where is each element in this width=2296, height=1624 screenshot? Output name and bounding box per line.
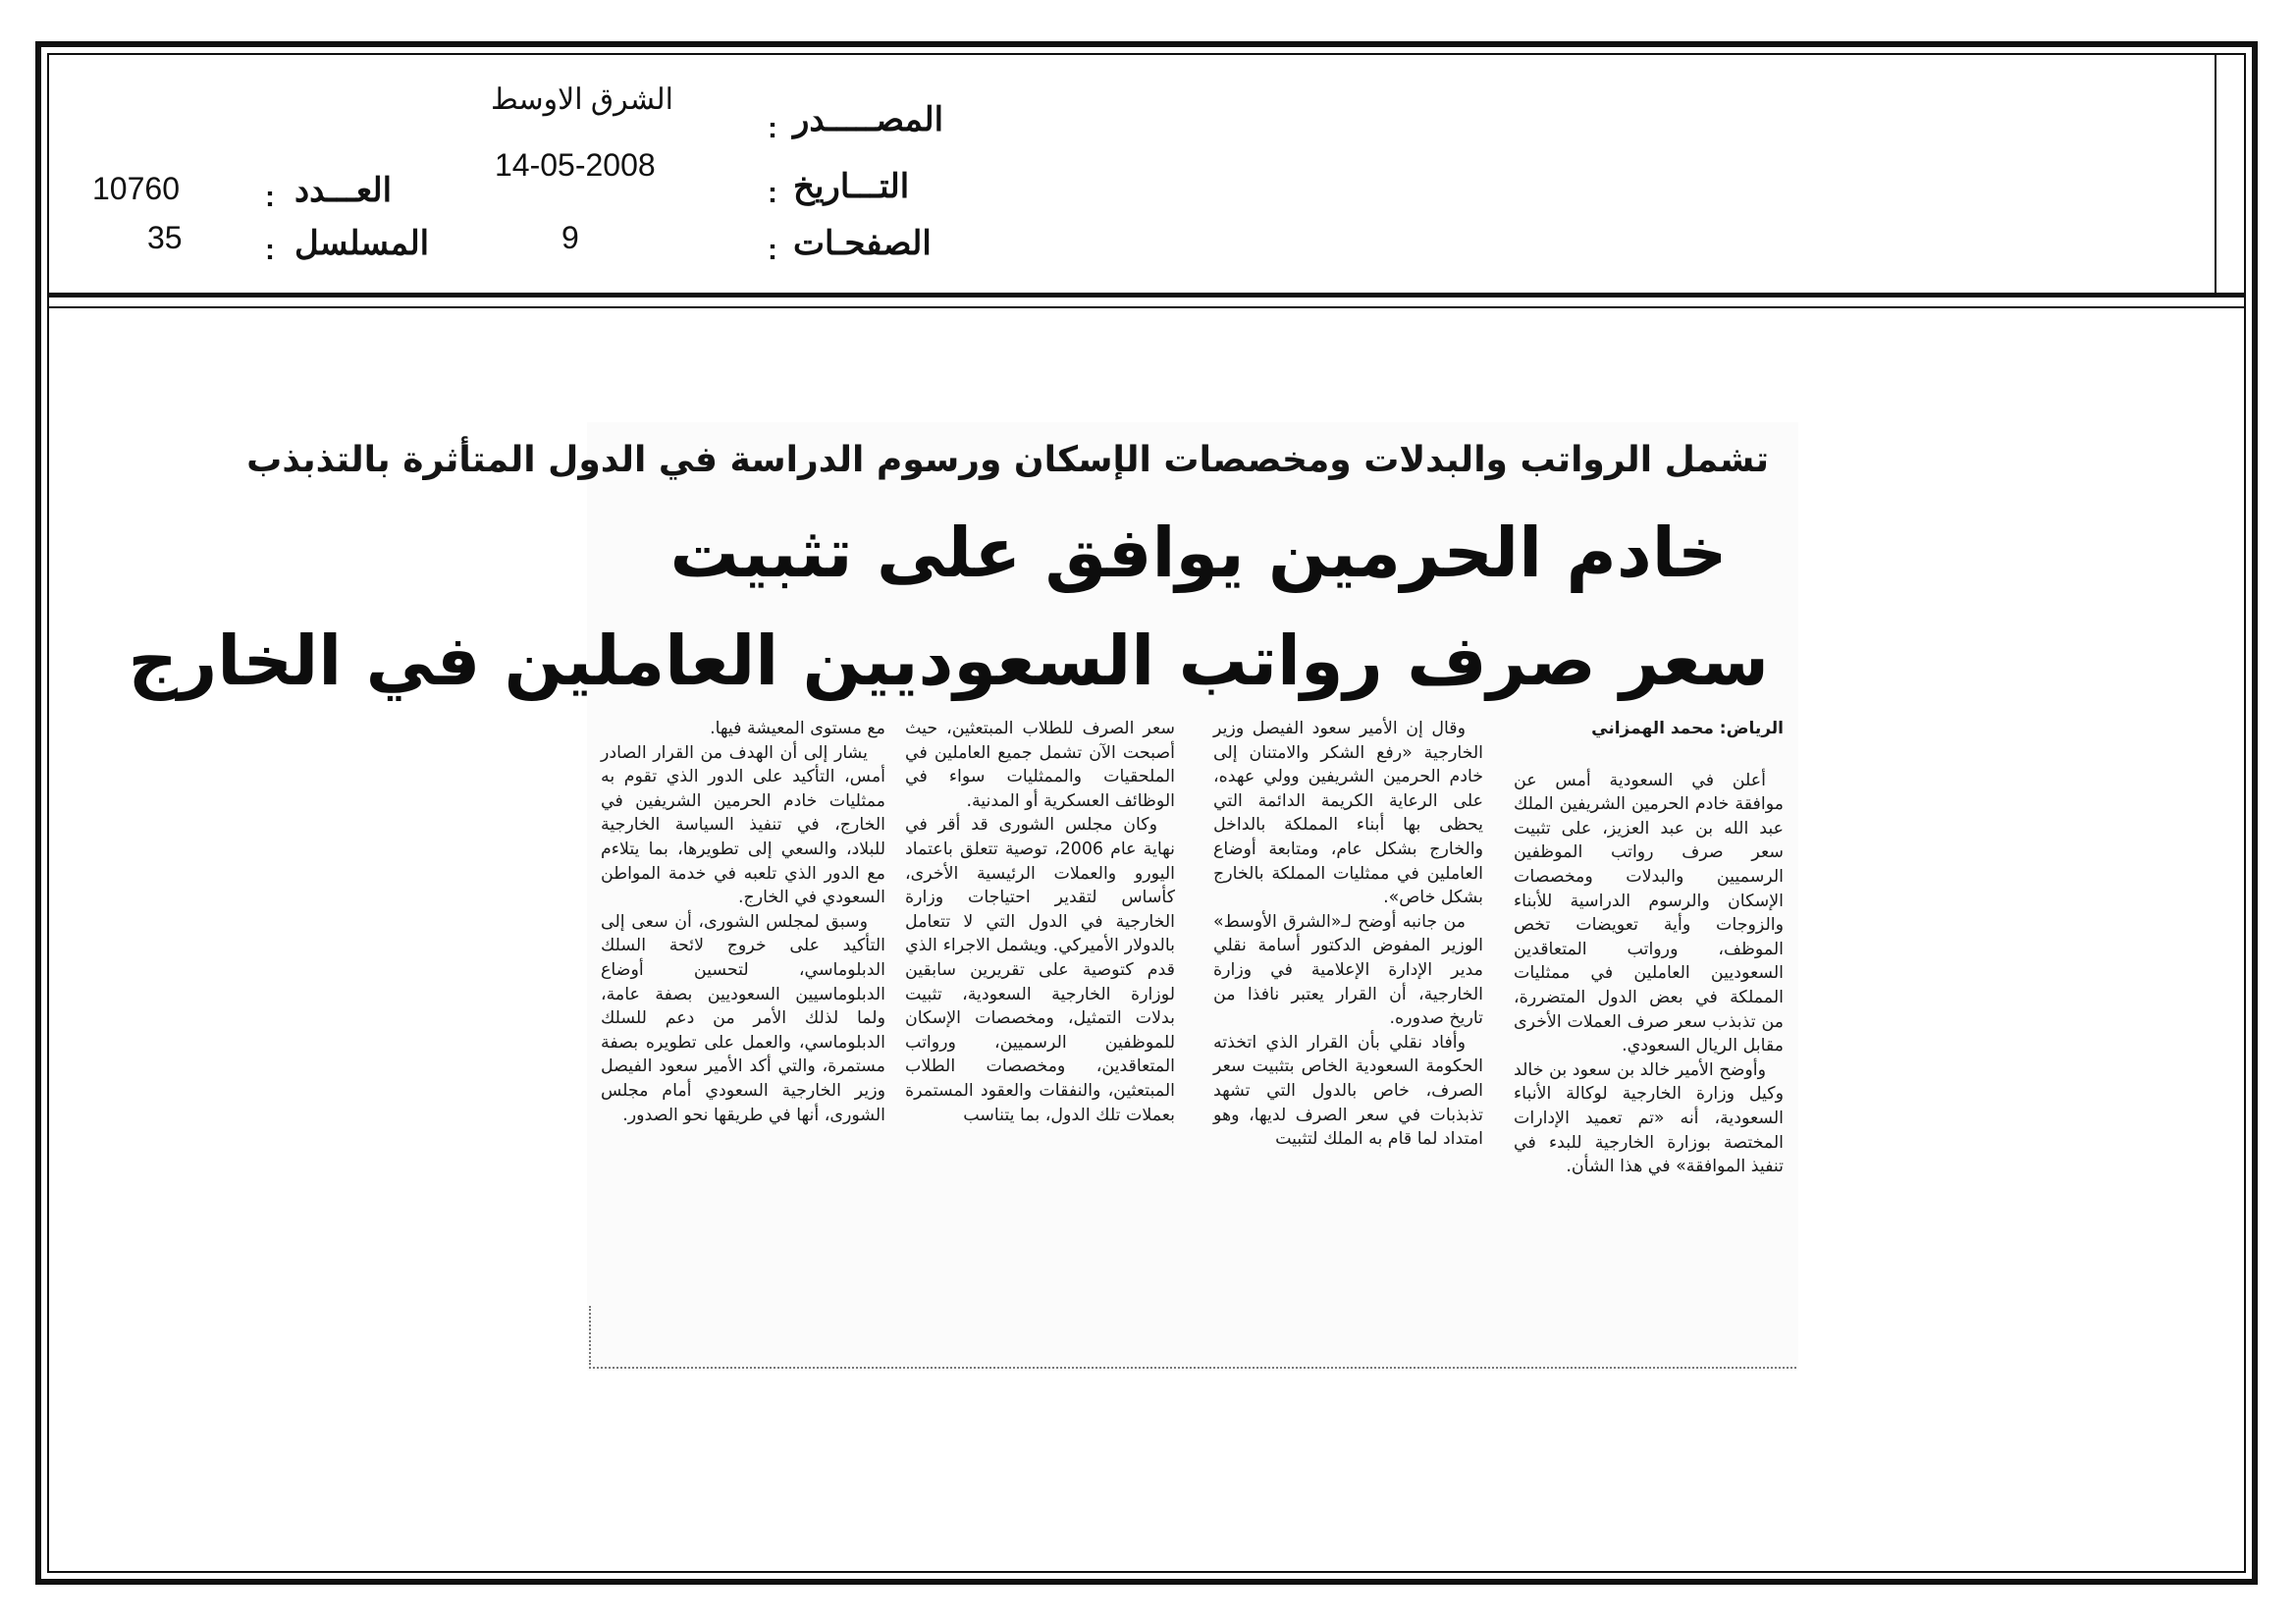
column-paragraph: وأفاد نقلي بأن القرار الذي اتخذته الحكومة السعودية الخاص بتثبيت سعر الصرف، خاص بالدول التي تشهد تذبذبات في سعر الصرف لديها، وهو امتداد لما قام به الملك لتثبيت bbox=[1213, 1032, 1483, 1150]
source-label: المصـــــدر bbox=[793, 101, 944, 138]
article-headline-line2: سعر صرف رواتب السعوديين العاملين في الخارج bbox=[128, 621, 1769, 701]
date-value: 14-05-2008 bbox=[495, 147, 656, 183]
column-paragraph: يشار إلى أن الهدف من القرار الصادر أمس، التأكيد على الدور الذي تقوم به ممثليات خادم الحرمين الشريفين في الخارج، في تنفيذ السياسة الخارجية للبلاد، والسعي إلى تطويرها، بما يتلاءم مع الدور الذي تلعبه في خدمة المواطن السعودي في الخارج. bbox=[601, 742, 885, 908]
header-right-rule bbox=[2215, 53, 2216, 293]
column-paragraph: من جانبه أوضح لـ«الشرق الأوسط» الوزير المفوض الدكتور أسامة نقلي مدير الإدارة الإعلامية في وزارة الخارجية، أن القرار يعتبر نافذا من تاريخ صدوره. bbox=[1213, 911, 1483, 1029]
article-column-2 bbox=[1213, 717, 1483, 1152]
serial-value: 35 bbox=[147, 220, 183, 255]
article-column-1 bbox=[1514, 717, 1784, 1179]
article-column-4 bbox=[601, 717, 885, 1127]
source-value: الشرق الاوسط bbox=[491, 83, 673, 116]
serial-label: المسلسل bbox=[294, 225, 430, 262]
clipping-edge-left bbox=[589, 1306, 591, 1365]
date-label: التـــاريخ bbox=[793, 168, 910, 205]
article-headline-line1: خادم الحرمين يوافق على تثبيت bbox=[669, 513, 1728, 593]
serial-colon: : bbox=[265, 234, 275, 266]
column-paragraph: وسبق لمجلس الشورى، أن سعى إلى التأكيد على خروج لائحة السلك الدبلوماسي، لتحسين أوضاع الدبلوماسيين السعوديين بصفة عامة، ولما لذلك الأمر من دعم للسلك الدبلوماسي، والعمل على تطويره بصفة مستمرة، والتي أكد الأمير سعود الفيصل وزير الخارجية السعودي أمام مجلس الشورى، أنها في طريقها نحو الصدور. bbox=[601, 911, 885, 1125]
pages-label: الصفحـات bbox=[793, 225, 932, 262]
issue-colon: : bbox=[265, 181, 275, 213]
article-byline: الرياض: محمد الهمزاني bbox=[1591, 719, 1784, 738]
column-paragraph: وقال إن الأمير سعود الفيصل وزير الخارجية «رفع الشكر والامتنان إلى خادم الحرمين الشريفين وولي عهده، على الرعاية الكريمة الدائمة التي يحظى بها أبناء المملكة بالداخل والخارج بشكل عام، ومتابعة أوضاع العاملين في ممثليات المملكة بالخارج بشكل خاص». bbox=[1213, 719, 1483, 908]
column-paragraph: أعلن في السعودية أمس عن موافقة خادم الحرمين الشريفين الملك عبد الله بن عبد العزيز، على تثبيت سعر صرف رواتب الموظفين الرسميين والبدلات ومخصصات الإسكان والرسوم الدراسية للأبناء والزوجات وأية تعويضات تخص الموظف، ورواتب المتعاقدين السعوديين العاملين في ممثليات المملكة في بعض الدول المتضررة، من تذبذب سعر صرف العملات الأخرى مقابل الريال السعودي. bbox=[1514, 770, 1784, 1056]
pages-value: 9 bbox=[561, 220, 579, 255]
article-column-3 bbox=[905, 717, 1175, 1127]
source-colon: : bbox=[768, 112, 777, 144]
column-paragraph: وأوضح الأمير خالد بن سعود بن خالد وكيل وزارة الخارجية لوكالة الأنباء السعودية، أنه «تم تعميد الإدارات المختصة بوزارة الخارجية للبدء في تنفيذ الموافقة» في هذا الشأن. bbox=[1514, 1059, 1784, 1177]
header-divider bbox=[47, 293, 2246, 298]
issue-label: العـــدد bbox=[294, 172, 393, 209]
article-kicker: تشمل الرواتب والبدلات ومخصصات الإسكان ورسوم الدراسة في الدول المتأثرة بالتذبذب bbox=[246, 440, 1769, 480]
column-paragraph: سعر الصرف للطلاب المبتعثين، حيث أصبحت الآن تشمل جميع العاملين في الملحقيات والممثليات سواء في الوظائف العسكرية أو المدنية. bbox=[905, 719, 1175, 811]
issue-value: 10760 bbox=[92, 171, 180, 206]
date-colon: : bbox=[768, 177, 777, 209]
column-paragraph: مع مستوى المعيشة فيها. bbox=[710, 719, 885, 738]
column-paragraph: وكان مجلس الشورى قد أقر في نهاية عام 2006، توصية تتعلق باعتماد اليورو والعملات الرئيسية الأخرى، كأساس لتقدير احتياجات وزارة الخارجية في الدول التي لا تتعامل بالدولار الأميركي. ويشمل الاجراء الذي قدم كتوصية على تقريرين سابقين لوزارة الخارجية السعودية، تثبيت بدلات التمثيل، ومخصصات الإسكان للموظفين الرسميين، ورواتب المتعاقدين، ومخصصات الطلاب المبتعثين، والنفقات والعقود المستمرة بعملات تلك الدول، بما يتناسب bbox=[905, 815, 1175, 1125]
clipping-edge-bottom bbox=[589, 1367, 1796, 1369]
pages-colon: : bbox=[768, 234, 777, 266]
header-divider-thin bbox=[47, 306, 2246, 308]
